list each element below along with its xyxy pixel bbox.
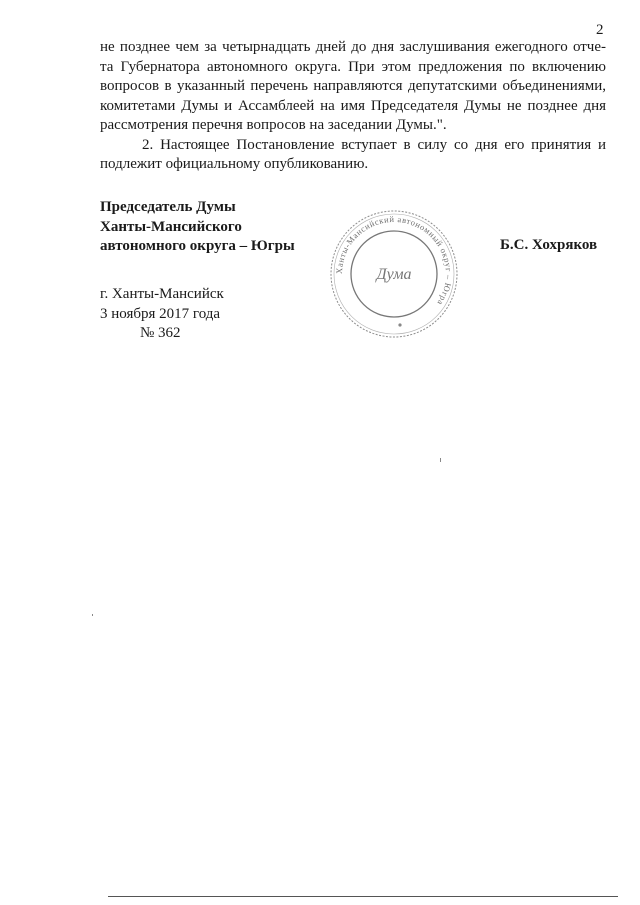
city: г. Ханты-Мансийск bbox=[100, 286, 224, 302]
paragraph-item-2 bbox=[100, 136, 606, 175]
stamp-center-text: Дума bbox=[376, 266, 412, 283]
signature-title-line: автономного округа – Югры bbox=[100, 238, 295, 254]
svg-text:Ханты-Мансийский автономный ок bbox=[334, 214, 454, 308]
text-line: та Губернатора автономного округа. При этом предложения по включению bbox=[100, 58, 606, 75]
text-line: комитетами Думы и Ассамблеей на имя Председателя Думы не позднее дня bbox=[100, 97, 606, 114]
text-line: не позднее чем за четырнадцать дней до дня заслушивания ежегодного отче- bbox=[100, 39, 606, 55]
signature-title bbox=[100, 198, 295, 257]
signature-title-line: Председатель Думы bbox=[100, 199, 236, 215]
document-date: 3 ноября 2017 года bbox=[100, 305, 221, 322]
scan-speck bbox=[440, 458, 441, 462]
text-line: подлежит официальному опубликованию. bbox=[100, 156, 369, 172]
official-seal-stamp bbox=[328, 208, 460, 340]
paragraph-continued bbox=[100, 38, 606, 136]
text-line: 2. Настоящее Постановление вступает в силу со дня его принятия и bbox=[142, 136, 606, 153]
place-date-block bbox=[100, 285, 224, 344]
signature-title-line: Ханты-Мансийского bbox=[100, 218, 242, 235]
document-number: № 362 bbox=[140, 325, 181, 341]
signatory-name: Б.С. Хохряков bbox=[500, 237, 598, 253]
body-text bbox=[100, 38, 606, 175]
scan-speck bbox=[92, 614, 93, 616]
text-line: вопросов в указанный перечень направляются депутатскими объединениями, bbox=[100, 78, 606, 94]
page-number: 2 bbox=[596, 22, 604, 38]
text-line: рассмотрения перечня вопросов на заседании Думы.". bbox=[100, 117, 447, 133]
stamp-ring-text: Ханты-Мансийский автономный округ – Югра bbox=[333, 213, 455, 308]
scan-edge-line bbox=[108, 896, 618, 897]
